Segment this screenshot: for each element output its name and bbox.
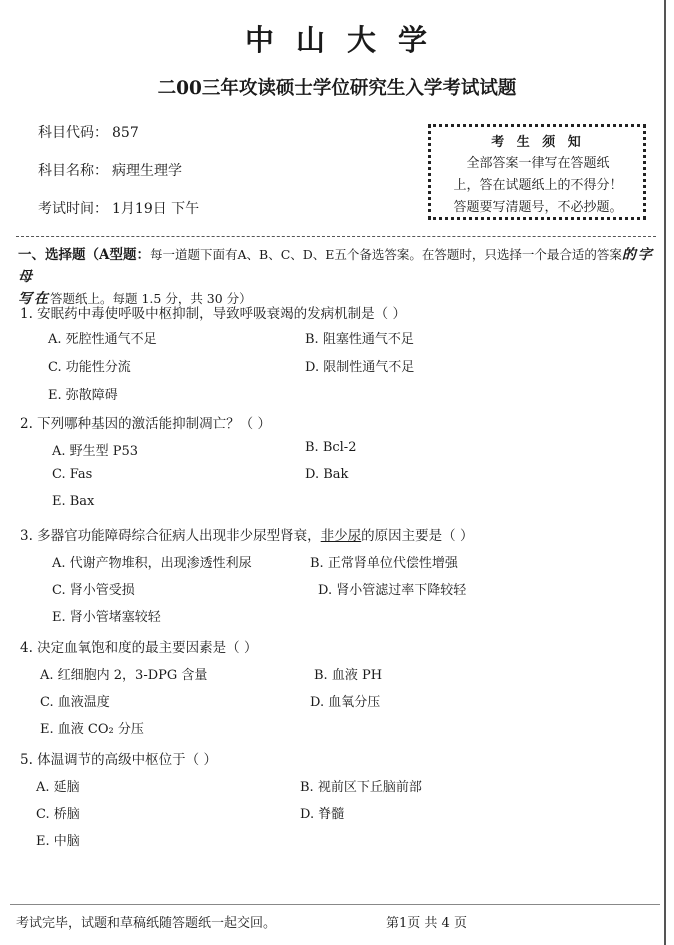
handwritten-note-1: 的字母 (18, 247, 654, 285)
exam-time (38, 198, 199, 218)
question-4-option-d: D. 血氧分压 (310, 695, 381, 710)
page-number: 第1页 共 4 页 (386, 916, 467, 931)
page-edge-line (664, 0, 666, 945)
question-4-option-e: E. 血液 CO₂ 分压 (40, 722, 144, 737)
question-2-option-d: D. Bak (305, 467, 349, 482)
question-3-option-c: C. 肾小管受损 (52, 583, 135, 598)
notice-line-2: 上，答在试题纸上的不得分！ (453, 178, 623, 193)
question-1-stem: 1. 安眠药中毒使呼吸中枢抑制，导致呼吸衰竭的发病机制是（ ） (20, 306, 406, 322)
subject-code (38, 122, 139, 142)
question-1-option-a: A. 死腔性通气不足 (48, 332, 157, 347)
question-1-option-c: C. 功能性分流 (48, 360, 131, 375)
question-4-option-a: A. 红细胞内 2，3-DPG 含量 (40, 668, 208, 683)
question-3-stem-end: 的原因主要是（ ） (361, 528, 474, 544)
section-instructions: 每一道题下面有A、B、C、D、E五个备选答案。在答题时，只选择一个最合适的答案 (149, 247, 622, 262)
handwritten-note-2: 写在 (18, 291, 50, 307)
question-1-option-b: B. 阻塞性通气不足 (305, 332, 414, 347)
question-2-option-c: C. Fas (52, 467, 93, 482)
question-5-option-c: C. 桥脑 (36, 807, 80, 822)
question-5-option-b: B. 视前区下丘脑前部 (300, 780, 422, 795)
question-3-option-e: E. 肾小管堵塞较轻 (52, 610, 161, 625)
notice-line-3: 答题要写清题号，不必抄题。 (453, 200, 623, 215)
question-1-option-d: D. 限制性通气不足 (305, 360, 415, 375)
question-3-option-a: A. 代谢产物堆积，出现渗透性利尿 (52, 556, 252, 571)
question-5-stem: 5. 体温调节的高级中枢位于（ ） (20, 752, 217, 768)
subject-name-label: 科目名称： (38, 163, 108, 179)
exam-title: 二00三年攻读硕士学位研究生入学考试试题 (157, 78, 517, 99)
question-4-stem: 4. 决定血氧饱和度的最主要因素是（ ） (20, 640, 258, 656)
exam-time-label: 考试时间： (38, 201, 108, 217)
question-2-stem: 2. 下列哪种基因的激活能抑制凋亡？（ ） (20, 416, 271, 432)
notice-line-1: 全部答案一律写在答题纸 (466, 156, 610, 171)
subject-code-value: 857 (112, 125, 139, 141)
question-5-option-d: D. 脊髓 (300, 807, 345, 822)
question-3-option-b: B. 正常肾单位代偿性增强 (310, 556, 458, 571)
section-instructions-2: 答题纸上。每题 1.5 分，共 30 分） (50, 291, 252, 306)
subject-name (38, 160, 182, 180)
question-3-option-d: D. 肾小管滤过率下降较轻 (318, 583, 467, 598)
subject-name-value: 病理生理学 (112, 163, 182, 179)
question-3-stem-underlined: 非少尿 (320, 528, 362, 544)
footer-divider (10, 904, 660, 905)
question-2-option-b: B. Bcl-2 (305, 440, 357, 455)
footer-note: 考试完毕，试题和草稿纸随答题纸一起交回。 (16, 916, 277, 931)
question-3-stem-start: 3. 多器官功能障碍综合征病人出现非少尿型肾衰， (20, 528, 321, 544)
section-title: 一、选择题（A型题： (18, 247, 150, 263)
question-4-option-b: B. 血液 PH (314, 668, 383, 683)
candidate-notice-box (428, 124, 646, 220)
question-2-option-a: A. 野生型 P53 (52, 444, 139, 459)
question-3-stem (20, 524, 473, 544)
divider-line (16, 236, 656, 237)
question-5-option-e: E. 中脑 (36, 834, 80, 849)
university-name: 中山大学 (244, 23, 449, 57)
question-1-option-e: E. 弥散障碍 (48, 388, 118, 403)
section-header (18, 244, 658, 310)
subject-code-label: 科目代码： (38, 125, 108, 141)
question-2-option-e: E. Bax (52, 494, 95, 509)
notice-title: 考 生 须 知 (491, 135, 585, 150)
question-4-option-c: C. 血液温度 (40, 695, 110, 710)
exam-time-value: 1月19日 下午 (112, 201, 200, 217)
question-5-option-a: A. 延脑 (36, 780, 80, 795)
